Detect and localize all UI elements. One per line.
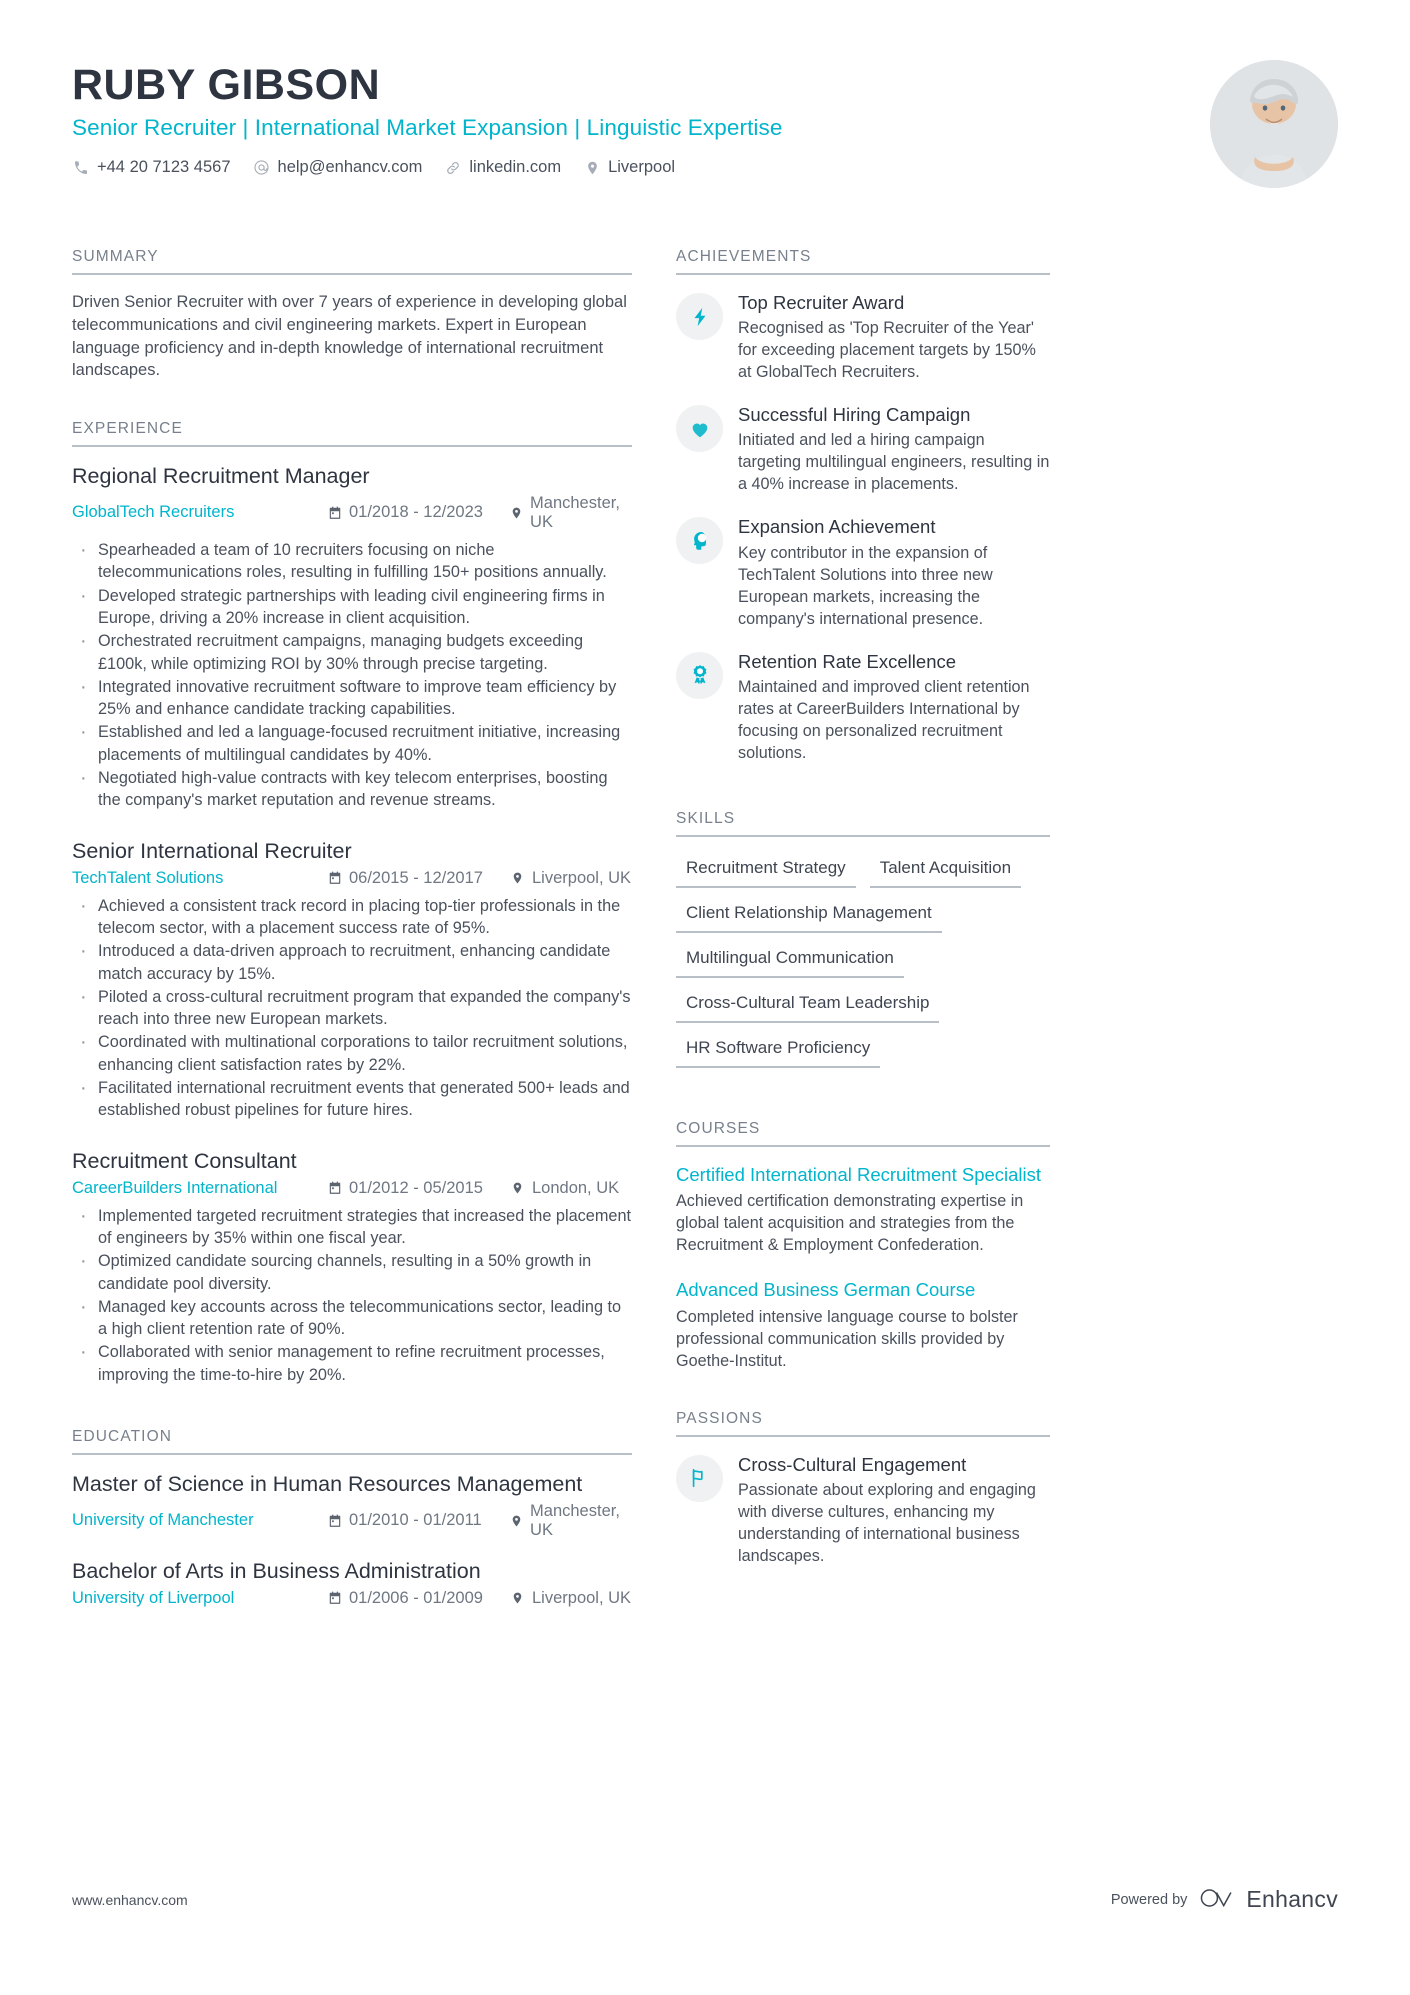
- list-item: · Optimized candidate sourcing channels, resulting in a 50% growth in candidate pool diversity.: [72, 1250, 632, 1295]
- right-column: [676, 248, 1050, 1626]
- calendar-icon: [327, 505, 342, 520]
- job-location-text: Liverpool, UK: [532, 868, 632, 887]
- contact-link[interactable]: [444, 158, 561, 177]
- skill-tag: Recruitment Strategy: [676, 853, 856, 888]
- experience-entry: [72, 1148, 632, 1386]
- summary-text: Driven Senior Recruiter with over 7 years of experience in developing global telecommunications and civil engineering markets. Expert in European language proficiency and in-depth knowledge of international recruitment landscapes.: [72, 293, 627, 380]
- job-dates-text: 06/2015 - 12/2017: [349, 868, 483, 887]
- achievement-item: [676, 291, 1050, 383]
- section-rule: [72, 1453, 632, 1455]
- section-rule: [676, 835, 1050, 837]
- job-location-text: London, UK: [532, 1178, 620, 1197]
- achievement-desc: Initiated and led a hiring campaign targeting multilingual engineers, resulting in a 40% increase in placements.: [738, 431, 1050, 494]
- education-dates: [327, 1589, 510, 1608]
- education-location-text: Manchester, UK: [530, 1501, 620, 1539]
- company-name[interactable]: CareerBuilders International: [72, 1178, 278, 1197]
- education-meta: [72, 1502, 632, 1540]
- achievement-item: [676, 515, 1050, 629]
- achievement-body: [738, 515, 1050, 629]
- lightning-bolt-icon: [689, 306, 711, 328]
- passion-badge: [676, 1455, 723, 1502]
- list-item: · Orchestrated recruitment campaigns, managing budgets exceeding £100k, while optimizing ROI by 30% through precise targeting.: [72, 630, 632, 675]
- section-label-passions: PASSIONS: [676, 1409, 763, 1427]
- head-profile-icon: [689, 530, 711, 552]
- achievement-title: Top Recruiter Award: [738, 292, 905, 313]
- list-item: · Spearheaded a team of 10 recruiters focusing on niche telecommunications roles, resulting in fulfilling 150+ positions annually.: [72, 539, 632, 584]
- school-name[interactable]: University of Liverpool: [72, 1588, 235, 1607]
- section-rule: [676, 1145, 1050, 1147]
- achievement-badge: [676, 405, 723, 452]
- course-item: [676, 1163, 1050, 1256]
- section-rule: [676, 273, 1050, 275]
- list-item: · Integrated innovative recruitment software to improve team efficiency by 25% and enhance candidate tracking capabilities.: [72, 676, 632, 721]
- resume-header: [72, 62, 1338, 212]
- passion-item: [676, 1453, 1050, 1567]
- skill-tag: HR Software Proficiency: [676, 1033, 880, 1068]
- job-meta: [72, 1179, 632, 1198]
- education-entry: [72, 1558, 632, 1608]
- achievement-body: [738, 403, 1050, 495]
- avatar: [1210, 60, 1338, 188]
- section-label-skills: SKILLS: [676, 809, 736, 827]
- passion-body: [738, 1453, 1050, 1567]
- page-title: RUBY GIBSON: [72, 61, 381, 109]
- achievement-title: Expansion Achievement: [738, 516, 936, 538]
- left-column: [72, 248, 632, 1626]
- job-meta: [72, 494, 632, 532]
- job-location: [510, 1179, 619, 1198]
- list-item: · Coordinated with multinational corporations to tailor recruitment solutions, enhancing client satisfaction rates by 22%.: [72, 1031, 632, 1076]
- contact-email[interactable]: [253, 158, 423, 177]
- contact-location: [583, 158, 675, 177]
- passion-desc: Passionate about exploring and engaging with diverse cultures, enhancing my understanding of international business landscapes.: [738, 1480, 1036, 1565]
- list-item: · Negotiated high-value contracts with key telecom enterprises, boosting the company's market reputation and revenue streams.: [72, 767, 632, 812]
- location-pin-icon: [583, 159, 601, 177]
- list-item: · Piloted a cross-cultural recruitment program that expanded the company's reach into three new European markets.: [72, 986, 632, 1031]
- calendar-icon: [327, 1513, 342, 1528]
- list-item: · Implemented targeted recruitment strategies that increased the placement of engineers by 35% within one fiscal year.: [72, 1205, 632, 1250]
- job-title: Recruitment Consultant: [72, 1148, 297, 1173]
- course-title[interactable]: Certified International Recruitment Specialist: [676, 1163, 1042, 1185]
- section-label-experience: EXPERIENCE: [72, 420, 183, 438]
- contact-phone-text: +44 20 7123 4567: [97, 158, 231, 177]
- calendar-icon: [327, 1181, 342, 1196]
- section-label-summary: SUMMARY: [72, 248, 159, 265]
- section-rule: [72, 445, 632, 447]
- achievement-desc: Maintained and improved client retention rates at CareerBuilders International by focusing on personalized recruitment solutions.: [738, 677, 1030, 762]
- achievement-desc: Recognised as 'Top Recruiter of the Year' for exceeding placement targets by 150% at GlobalTech Recruiters.: [738, 319, 1036, 382]
- enhancv-wordmark: Enhancv: [1246, 1886, 1338, 1912]
- section-skills: [676, 810, 1050, 837]
- section-passions: [676, 1410, 1050, 1437]
- calendar-icon: [327, 1591, 342, 1606]
- location-pin-icon: [510, 505, 523, 520]
- job-bullets: [72, 539, 632, 812]
- job-dates-text: 01/2012 - 05/2015: [349, 1178, 483, 1197]
- job-title: Regional Recruitment Manager: [72, 464, 370, 489]
- achievement-badge: [676, 652, 723, 699]
- list-item: · Facilitated international recruitment events that generated 500+ leads and established robust pipelines for future hires.: [72, 1077, 632, 1122]
- job-location: [510, 494, 632, 532]
- experience-entry: [72, 838, 632, 1122]
- section-education: [72, 1428, 632, 1455]
- job-dates-text: 01/2018 - 12/2023: [349, 503, 483, 522]
- achievement-item: [676, 650, 1050, 764]
- list-item: · Managed key accounts across the telecommunications sector, leading to a high client retention rate of 90%.: [72, 1296, 632, 1341]
- education-dates-text: 01/2010 - 01/2011: [349, 1511, 482, 1530]
- heart-icon: [689, 418, 711, 440]
- company-name[interactable]: GlobalTech Recruiters: [72, 503, 235, 522]
- section-label-courses: COURSES: [676, 1119, 761, 1137]
- job-bullets: [72, 1205, 632, 1387]
- section-label-education: EDUCATION: [72, 1428, 173, 1446]
- education-location: [510, 1502, 632, 1540]
- contact-phone[interactable]: [72, 158, 231, 177]
- list-item: · Developed strategic partnerships with leading civil engineering firms in Europe, driving a 20% increase in client acquisition.: [72, 585, 632, 630]
- education-meta: [72, 1589, 632, 1608]
- achievement-badge: [676, 517, 723, 564]
- list-item: · Introduced a data-driven approach to recruitment, enhancing candidate match accuracy by 15%.: [72, 940, 632, 985]
- skill-tag: Cross-Cultural Team Leadership: [676, 988, 939, 1023]
- location-pin-icon: [510, 1591, 525, 1606]
- contact-link-text: linkedin.com: [469, 158, 562, 177]
- company-name[interactable]: TechTalent Solutions: [72, 868, 224, 887]
- skill-tag: Client Relationship Management: [676, 898, 942, 933]
- enhancv-mark-icon: [1199, 1886, 1237, 1913]
- education-entry: [72, 1471, 632, 1540]
- achievement-badge: [676, 293, 723, 340]
- course-desc: Completed intensive language course to bolster professional communication skills provided by Goethe-Institut.: [676, 1307, 1018, 1370]
- headline: Senior Recruiter | International Market Expansion | Linguistic Expertise: [72, 115, 783, 141]
- job-dates: [327, 869, 510, 888]
- achievement-title: Successful Hiring Campaign: [738, 404, 971, 426]
- job-dates: [327, 1179, 510, 1198]
- section-courses: [676, 1120, 1050, 1147]
- footer-branding: [1111, 1886, 1338, 1913]
- location-pin-icon: [510, 1181, 525, 1196]
- experience-entry: [72, 463, 632, 812]
- job-dates: [327, 503, 510, 522]
- section-experience: [72, 420, 632, 447]
- degree-title: Bachelor of Arts in Business Administration: [72, 1558, 481, 1583]
- location-pin-icon: [510, 1513, 523, 1528]
- list-item: · Achieved a consistent track record in placing top-tier professionals in the telecom sector, with a placement success rate of 95%.: [72, 895, 632, 940]
- powered-by-label: Powered by: [1110, 1891, 1188, 1908]
- section-label-achievements: ACHIEVEMENTS: [676, 248, 812, 265]
- footer-website[interactable]: www.enhancv.com: [72, 1891, 188, 1908]
- school-name[interactable]: University of Manchester: [72, 1511, 254, 1530]
- achievement-item: [676, 403, 1050, 495]
- section-summary: [72, 248, 632, 275]
- resume-body: [72, 248, 1338, 1626]
- achievement-body: [738, 650, 1050, 764]
- course-desc: Achieved certification demonstrating expertise in global talent acquisition and strategies from the Recruitment & Employment Confederation.: [676, 1192, 1024, 1255]
- achievement-title: Retention Rate Excellence: [738, 650, 957, 672]
- section-rule: [72, 273, 632, 275]
- passion-title: Cross-Cultural Engagement: [738, 1453, 967, 1475]
- award-ribbon-icon: [689, 664, 711, 686]
- section-achievements: [676, 248, 1050, 275]
- enhancv-logo: [1199, 1886, 1338, 1913]
- achievement-desc: Key contributor in the expansion of TechTalent Solutions into three new European markets, increasing the company's international presence.: [738, 543, 993, 628]
- skills-list: [676, 853, 1050, 1078]
- job-meta: [72, 869, 632, 888]
- job-bullets: [72, 895, 632, 1122]
- phone-icon: [72, 159, 90, 177]
- job-title: Senior International Recruiter: [72, 838, 352, 863]
- education-location-text: Liverpool, UK: [532, 1588, 632, 1607]
- list-item: · Collaborated with senior management to refine recruitment processes, improving the time-to-hire by 20%.: [72, 1341, 632, 1386]
- degree-title: Master of Science in Human Resources Management: [72, 1472, 583, 1497]
- achievement-body: [738, 291, 1050, 383]
- course-item: [676, 1278, 1050, 1371]
- contact-email-text: help@enhancv.com: [277, 158, 423, 177]
- education-dates: [327, 1511, 510, 1530]
- course-title[interactable]: Advanced Business German Course: [676, 1279, 976, 1301]
- list-item: · Established and led a language-focused recruitment initiative, increasing placements of multilingual candidates by 40%.: [72, 721, 632, 766]
- skill-tag: Multilingual Communication: [676, 943, 904, 978]
- avatar-illustration: [1210, 60, 1338, 188]
- email-icon: [253, 159, 271, 177]
- contact-location-text: Liverpool: [608, 158, 676, 177]
- skill-tag: Talent Acquisition: [870, 853, 1021, 888]
- flag-icon: [689, 1467, 711, 1489]
- section-rule: [676, 1435, 1050, 1437]
- education-location: [510, 1589, 631, 1608]
- calendar-icon: [327, 871, 342, 886]
- page-footer: [72, 1886, 1338, 1913]
- job-location-text: Manchester, UK: [530, 493, 620, 531]
- education-dates-text: 01/2006 - 01/2009: [349, 1588, 483, 1607]
- location-pin-icon: [510, 871, 525, 886]
- job-location: [510, 869, 631, 888]
- contact-row: [72, 158, 1338, 177]
- link-icon: [444, 159, 462, 177]
